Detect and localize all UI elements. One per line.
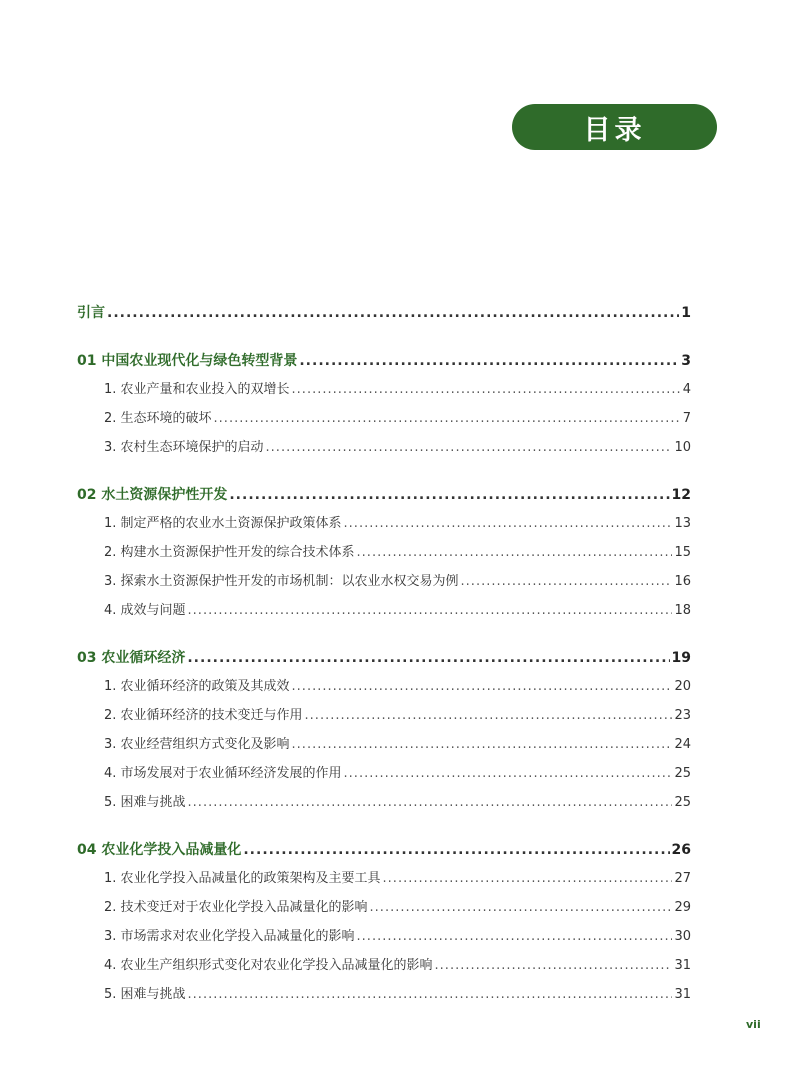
toc-chapter-page: 26 — [671, 842, 691, 858]
toc-item-label: 2. 技术变迁对于农业化学投入品减量化的影响 — [104, 900, 368, 915]
toc-entry-page: 1 — [681, 305, 691, 321]
toc-item-label: 2. 农业循环经济的技术变迁与作用 — [104, 708, 303, 723]
toc-item-label: 3. 探索水土资源保护性开发的市场机制：以农业水权交易为例 — [104, 574, 459, 589]
dot-leader — [461, 574, 673, 589]
dot-leader — [435, 958, 673, 973]
toc-chapter-03[interactable] — [77, 647, 691, 675]
dot-leader — [305, 708, 673, 723]
toc-chapter-label: 01 中国农业现代化与绿色转型背景 — [77, 353, 298, 369]
toc-item-page: 29 — [674, 900, 691, 915]
toc-item[interactable] — [77, 983, 691, 1012]
toc-item[interactable] — [77, 436, 691, 465]
toc-item-page: 15 — [674, 545, 691, 560]
toc-item-page: 27 — [674, 871, 691, 886]
toc-item-page: 16 — [674, 574, 691, 589]
toc-title: 目录 — [583, 114, 646, 146]
toc-item-page: 23 — [674, 708, 691, 723]
toc-item-label: 3. 市场需求对农业化学投入品减量化的影响 — [104, 929, 355, 944]
toc-item-page: 10 — [674, 440, 691, 455]
toc-item-page: 31 — [674, 987, 691, 1002]
toc-title-banner — [512, 104, 717, 150]
toc-item-label: 3. 农村生态环境保护的启动 — [104, 440, 264, 455]
dot-leader — [188, 795, 673, 810]
toc-item[interactable] — [77, 867, 691, 896]
toc-chapter-label: 03 农业循环经济 — [77, 650, 186, 666]
dot-leader — [107, 305, 679, 321]
toc-item-label: 4. 农业生产组织形式变化对农业化学投入品减量化的影响 — [104, 958, 433, 973]
toc-item-page: 13 — [674, 516, 691, 531]
toc-chapter-label: 02 水土资源保护性开发 — [77, 487, 228, 503]
dot-leader — [344, 766, 673, 781]
toc-item-page: 18 — [674, 603, 691, 618]
toc-item[interactable] — [77, 541, 691, 570]
toc-item-page: 7 — [682, 411, 691, 426]
dot-leader — [383, 871, 673, 886]
dot-leader — [357, 929, 673, 944]
toc-item-page: 30 — [674, 929, 691, 944]
dot-leader — [214, 411, 681, 426]
toc-chapter-page: 19 — [671, 650, 691, 666]
toc-item[interactable] — [77, 599, 691, 628]
toc-item-label: 2. 生态环境的破坏 — [104, 411, 212, 426]
page-number: vii — [746, 1018, 761, 1031]
toc-item[interactable] — [77, 791, 691, 820]
toc-chapter-label: 04 农业化学投入品减量化 — [77, 842, 242, 858]
toc-item-label: 1. 农业化学投入品减量化的政策架构及主要工具 — [104, 871, 381, 886]
toc-item[interactable] — [77, 733, 691, 762]
table-of-contents — [77, 302, 691, 1012]
toc-item-page: 31 — [674, 958, 691, 973]
toc-item[interactable] — [77, 704, 691, 733]
toc-item-label: 1. 制定严格的农业水土资源保护政策体系 — [104, 516, 342, 531]
dot-leader — [370, 900, 673, 915]
toc-item[interactable] — [77, 675, 691, 704]
toc-item-label: 5. 困难与挑战 — [104, 987, 186, 1002]
toc-item[interactable] — [77, 896, 691, 925]
dot-leader — [299, 353, 679, 369]
toc-item-page: 25 — [674, 766, 691, 781]
dot-leader — [188, 987, 673, 1002]
dot-leader — [187, 650, 669, 666]
dot-leader — [344, 516, 673, 531]
toc-entry-label: 引言 — [77, 305, 105, 321]
toc-item[interactable] — [77, 378, 691, 407]
dot-leader — [292, 679, 673, 694]
toc-item-label: 1. 农业循环经济的政策及其成效 — [104, 679, 290, 694]
toc-chapter-page: 3 — [681, 353, 691, 369]
dot-leader — [229, 487, 669, 503]
toc-item-label: 3. 农业经营组织方式变化及影响 — [104, 737, 290, 752]
toc-item-label: 4. 市场发展对于农业循环经济发展的作用 — [104, 766, 342, 781]
toc-item[interactable] — [77, 570, 691, 599]
toc-item[interactable] — [77, 407, 691, 436]
toc-item-label: 5. 困难与挑战 — [104, 795, 186, 810]
toc-item[interactable] — [77, 925, 691, 954]
dot-leader — [266, 440, 673, 455]
toc-chapter-01[interactable] — [77, 350, 691, 378]
toc-item-page: 20 — [674, 679, 691, 694]
dot-leader — [357, 545, 673, 560]
toc-item-page: 25 — [674, 795, 691, 810]
toc-chapter-04[interactable] — [77, 839, 691, 867]
toc-item[interactable] — [77, 762, 691, 791]
dot-leader — [292, 382, 681, 397]
dot-leader — [292, 737, 673, 752]
toc-chapter-02[interactable] — [77, 484, 691, 512]
dot-leader — [188, 603, 673, 618]
dot-leader — [243, 842, 669, 858]
toc-item-page: 4 — [682, 382, 691, 397]
toc-item[interactable] — [77, 512, 691, 541]
toc-item[interactable] — [77, 954, 691, 983]
toc-item-page: 24 — [674, 737, 691, 752]
toc-item-label: 2. 构建水土资源保护性开发的综合技术体系 — [104, 545, 355, 560]
toc-entry-intro[interactable] — [77, 302, 691, 330]
toc-item-label: 1. 农业产量和农业投入的双增长 — [104, 382, 290, 397]
toc-item-label: 4. 成效与问题 — [104, 603, 186, 618]
toc-chapter-page: 12 — [671, 487, 691, 503]
